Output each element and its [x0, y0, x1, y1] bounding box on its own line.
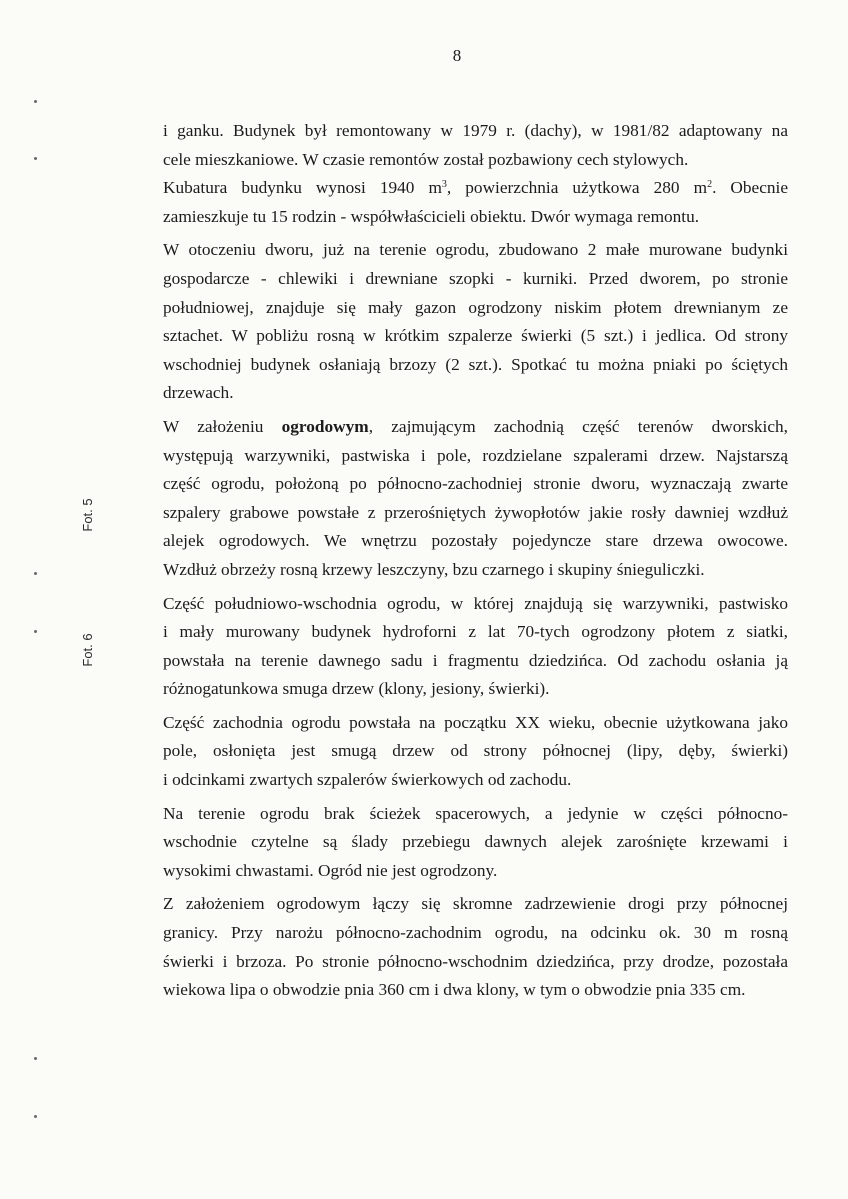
text-line: występują warzywniki, pastwiska i pole, rozdzielane szpalerami drzew. Najstarszą — [163, 445, 788, 465]
text-line: wschodnie czytelne są ślady przebiegu dawnych alejek zarośnięte krzewami i — [163, 832, 788, 852]
text-line: W otoczeniu dworu, już na terenie ogrodu, zbudowano 2 małe murowane budynki — [163, 240, 788, 260]
punch-mark — [34, 1057, 37, 1060]
text-line: cele mieszkaniowe. W czasie remontów został pozbawiony cech stylowych. — [163, 149, 689, 169]
text-line: różnogatunkowa smuga drzew (klony, jesiony, świerki). — [163, 679, 550, 699]
paragraph-building — [163, 117, 788, 231]
punch-mark — [34, 100, 37, 103]
paragraph-west — [163, 709, 788, 795]
text-line: wiekowa lipa o obwodzie pnia 360 cm i dwa klony, w tym o obwodzie pnia 335 cm. — [163, 980, 746, 1000]
paragraph-paths — [163, 800, 788, 886]
paragraph-garden — [163, 413, 788, 585]
text-line: szpalery grabowe powstałe z przerośniętych żywopłotów jakie rosły dawniej wzdłuż — [163, 502, 788, 522]
text-line: alejek ogrodowych. We wnętrzu pozostały pojedyncze stare drzewa owocowe. — [163, 531, 788, 551]
body-text — [163, 117, 788, 1010]
punch-mark — [34, 572, 37, 575]
punch-mark — [34, 1115, 37, 1118]
text-line: drzewach. — [163, 383, 234, 403]
text-fragment: Kubatura budynku wynosi 1940 m — [163, 178, 442, 198]
text-line: świerki i brzoza. Po stronie północno-wschodnim dziedzińca, przy drodze, pozostała — [163, 951, 788, 971]
text-line: powstała na terenie dawnego sadu i fragmentu dziedzińca. Od zachodu osłania ją — [163, 650, 788, 670]
text-line — [163, 413, 788, 442]
text-line: pole, osłonięta jest smugą drzew od strony północnej (lipy, dęby, świerki) — [163, 741, 788, 761]
text-line: granicy. Przy narożu północno-zachodnim ogrodu, na odcinku ok. 30 m rosną — [163, 923, 788, 943]
text-line: Z założeniem ogrodowym łączy się skromne zadrzewienie drogi przy północnej — [163, 894, 788, 914]
text-fragment: W założeniu — [163, 416, 282, 436]
text-line: Na terenie ogrodu brak ścieżek spacerowych, a jedynie w części północno- — [163, 803, 788, 823]
text-fragment: . Obecnie — [712, 178, 789, 198]
text-line: i odcinkami zwartych szpalerów świerkowych od zachodu. — [163, 770, 572, 790]
text-line: wysokimi chwastami. Ogród nie jest ogrodzony. — [163, 860, 498, 880]
text-line — [163, 174, 788, 203]
text-line: i mały murowany budynek hydroforni z lat 70-tych ogrodzony płotem z siatki, — [163, 622, 788, 642]
text-line: sztachet. W pobliżu rosną w krótkim szpalerze świerki (5 szt.) i jedlica. Od strony — [163, 326, 788, 346]
page-number: 8 — [452, 46, 462, 65]
text-line: i ganku. Budynek był remontowany w 1979 r. (dachy), w 1981/82 adaptowany na — [163, 121, 788, 140]
text-fragment: , powierzchnia użytkowa 280 m — [446, 178, 708, 198]
margin-label-fot-5: Fot. 5 — [80, 498, 95, 532]
text-line: Wzdłuż obrzeży rosną krzewy leszczyny, bzu czarnego i skupiny śnieguliczki. — [163, 559, 705, 579]
superscript: 2 — [707, 179, 713, 191]
punch-mark — [34, 157, 37, 160]
text-line: południowej, znajduje się mały gazon ogrodzony niskim płotem drewnianym ze — [163, 297, 788, 317]
paragraph-surroundings — [163, 236, 788, 408]
punch-mark — [34, 630, 37, 633]
margin-label-fot-6: Fot. 6 — [80, 633, 95, 667]
superscript: 3 — [441, 179, 447, 191]
text-line: Część zachodnia ogrodu powstała na początku XX wieku, obecnie użytkowana jako — [163, 712, 788, 732]
text-line: część ogrodu, położoną po północno-zachodniej stronie dworu, wyznaczają zwarte — [163, 474, 788, 494]
text-line: wschodniej budynek osłaniają brzozy (2 szt.). Spotkać tu można pniaki po ściętych — [163, 354, 788, 374]
text-line: zamieszkuje tu 15 rodzin - współwłaścicieli obiektu. Dwór wymaga remontu. — [163, 206, 700, 226]
bold-term: ogrodowym — [281, 416, 369, 436]
paragraph-south-east — [163, 590, 788, 704]
text-line: Część południowo-wschodnia ogrodu, w której znajdują się warzywniki, pastwisko — [163, 593, 788, 613]
text-line: gospodarcze - chlewiki i drewniane szopki - kurniki. Przed dworem, po stronie — [163, 268, 788, 288]
text-fragment: , zajmującym zachodnią część terenów dworskich, — [368, 416, 788, 436]
paragraph-road-trees — [163, 890, 788, 1004]
